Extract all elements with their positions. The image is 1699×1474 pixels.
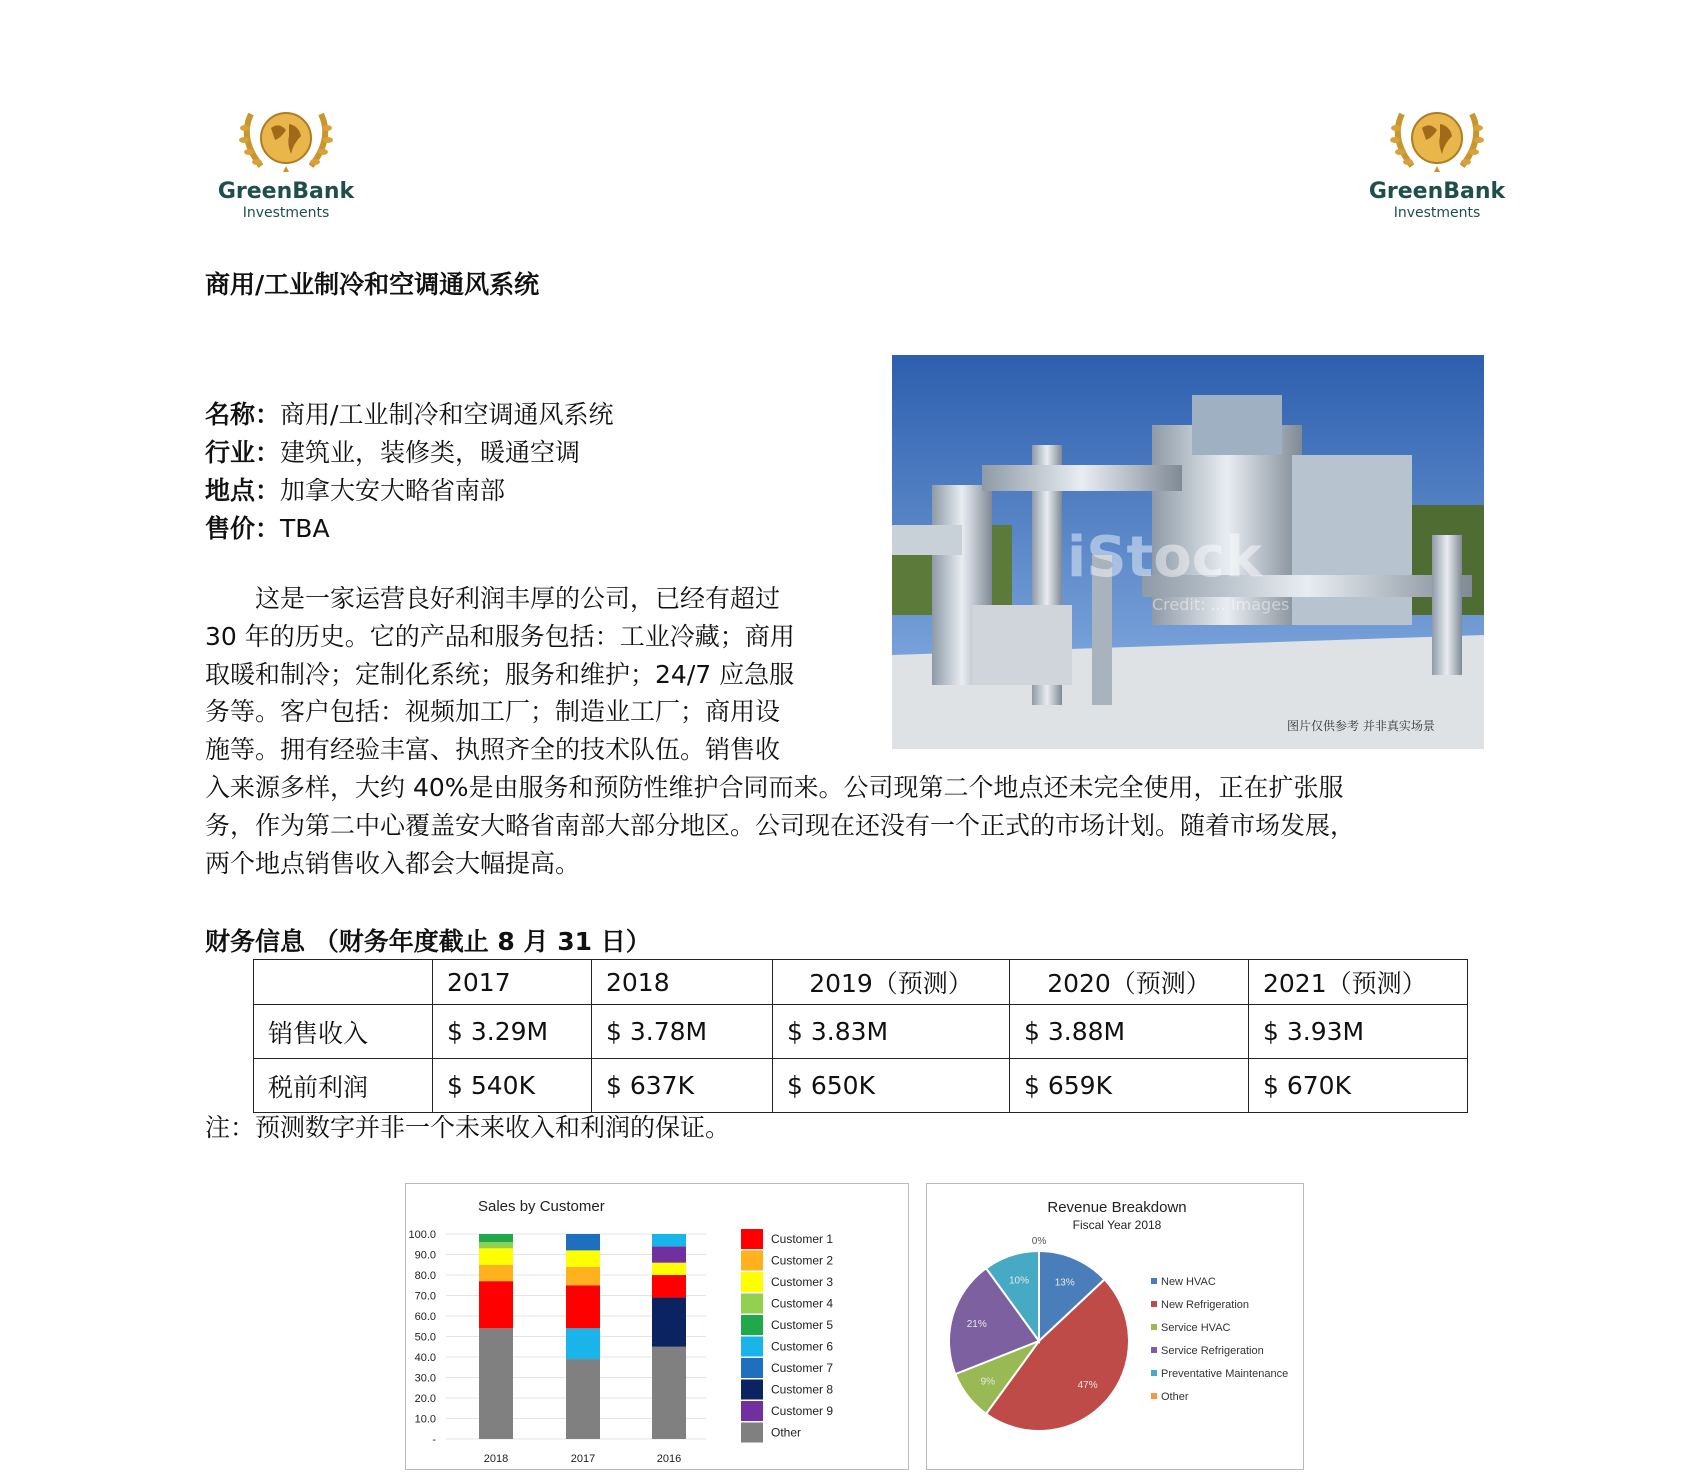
table-header-cell: 2019（预测） [773,960,1010,1005]
legend-label: Customer 7 [771,1361,834,1375]
legend-label: Customer 8 [771,1382,834,1397]
bar-segment [479,1265,513,1281]
table-cell: $ 3.29M [433,1005,592,1059]
legend-label: Customer 1 [771,1232,834,1246]
table-cell: $ 637K [592,1059,773,1113]
logo-right [1367,104,1507,222]
description-line: 30 年的历史。它的产品和服务包括：工业冷藏；商用 [205,621,795,651]
sales-by-customer-chart [405,1183,909,1470]
description-line: 这是一家运营良好利润丰厚的公司，已经有超过 [205,584,781,613]
table-row [254,1059,1468,1113]
legend-swatch [741,1423,763,1443]
chart-subtitle: Fiscal Year 2018 [1072,1218,1162,1232]
legend-label: Customer 4 [771,1296,834,1311]
logo-left [216,104,356,222]
description-line: 两个地点销售收入都会大幅提高。 [205,848,581,878]
row-label: 税前利润 [254,1059,433,1113]
legend-swatch [1151,1301,1157,1307]
bar-segment [652,1234,686,1246]
y-tick-label: 90.0 [414,1249,436,1262]
globe-laurel-icon [231,104,341,176]
chart-title: Sales by Customer [478,1198,605,1215]
legend-swatch [741,1380,763,1400]
description-line: 入来源多样，大约 40%是由服务和预防性维护合同而来。公司现第二个地点还未完全使用，正在扩张服 [205,772,1344,802]
bar-segment [566,1285,600,1328]
table-cell: $ 3.83M [773,1005,1010,1059]
y-tick-label: 100.0 [408,1229,436,1241]
legend-label: New Refrigeration [1161,1299,1250,1311]
x-tick-label: 2016 [656,1453,682,1465]
legend-swatch [741,1358,763,1378]
legend-label: New HVAC [1161,1276,1216,1288]
info-price-row: 售价：TBA [205,514,330,543]
revenue-breakdown-chart [926,1183,1304,1470]
legend-label: Customer 6 [771,1339,834,1354]
table-cell: $ 650K [773,1059,1010,1113]
pie-data-label: 9% [980,1376,996,1388]
bar-segment [652,1298,686,1347]
y-tick-label: 50.0 [414,1331,436,1344]
table-row [254,1005,1468,1059]
description-line: 务等。客户包括：视频加工厂；制造业工厂；商用设 [205,697,781,727]
chart-title: Revenue Breakdown [1047,1199,1187,1216]
forecast-note: 注：预测数字并非一个未来收入和利润的保证。 [205,1113,731,1142]
pie-data-label: 10% [1008,1275,1029,1287]
legend-label: Service Refrigeration [1161,1345,1264,1357]
logo-sub: Investments [242,205,330,221]
legend-swatch [741,1229,763,1249]
legend-swatch [1151,1347,1157,1353]
financial-table [253,959,1468,1113]
table-header-cell: 2020（预测） [1010,960,1249,1005]
y-tick-label: 30.0 [414,1372,436,1385]
legend-swatch [741,1315,763,1335]
page-title: 商用/工业制冷和空调通风系统 [205,270,540,299]
table-header-cell: 2021（预测） [1249,960,1468,1005]
pie-data-label: 47% [1077,1379,1098,1391]
financial-title: 财务信息 （财务年度截止 8 月 31 日） [205,927,651,956]
y-tick-label: 40.0 [414,1352,436,1364]
y-tick-label: 20.0 [414,1393,436,1405]
table-cell: $ 659K [1010,1059,1249,1113]
legend-swatch [1151,1393,1157,1399]
x-tick-label: 2018 [483,1453,509,1465]
description-line: 取暖和制冷；定制化系统；服务和维护；24/7 应急服 [205,659,795,689]
y-tick-label: 70.0 [414,1290,436,1303]
table-cell: $ 3.88M [1010,1005,1249,1059]
legend-label: Customer 3 [771,1275,834,1289]
bar-segment [652,1275,686,1298]
legend-label: Other [771,1425,802,1440]
table-cell: $ 540K [433,1059,592,1113]
legend-swatch [741,1401,763,1421]
table-header-cell: 2018 [592,960,773,1005]
bar-segment [479,1281,513,1328]
y-tick-label: 10.0 [414,1413,436,1426]
legend-label: Customer 9 [771,1404,834,1418]
legend-swatch [741,1337,763,1357]
table-header-cell [254,960,433,1005]
bar-segment [566,1250,600,1266]
globe-laurel-icon [1382,104,1492,176]
table-header-row [254,960,1468,1005]
legend-swatch [741,1251,763,1271]
x-tick-label: 2017 [570,1453,596,1465]
table-header-cell: 2017 [433,960,592,1005]
bar-segment [566,1234,600,1250]
bar-segment [566,1267,600,1285]
legend-label: Customer 2 [771,1253,834,1268]
pie-data-label: 13% [1054,1277,1075,1289]
legend-label: Other [1161,1391,1189,1403]
info-industry-row: 行业：建筑业，装修类，暖通空调 [205,438,581,467]
bar-segment [479,1248,513,1264]
bar-segment [652,1347,686,1439]
legend-swatch [741,1294,763,1314]
table-cell: $ 3.93M [1249,1005,1468,1059]
bar-segment [652,1263,686,1275]
description-line: 施等。拥有经验丰富、执照齐全的技术队伍。销售收 [205,735,781,765]
info-name-row: 名称：商用/工业制冷和空调通风系统 [205,400,614,429]
logo-name: GreenBank [1368,179,1506,204]
legend-label: Preventative Maintenance [1161,1368,1289,1380]
y-tick-label: 80.0 [414,1270,436,1282]
legend-swatch [1151,1324,1157,1330]
row-label: 销售收入 [254,1005,433,1059]
y-tick-label: - [432,1434,436,1446]
bar-segment [479,1328,513,1439]
pie-data-label: 0% [1031,1236,1047,1248]
photo-watermark: iStock [1067,525,1263,590]
bar-segment [566,1359,600,1439]
bar-segment [479,1242,513,1248]
hvac-photo [892,355,1484,749]
table-cell: $ 670K [1249,1059,1468,1113]
photo-watermark-sub: Credit: ... Images [1152,595,1290,614]
legend-label: Customer 5 [771,1318,834,1332]
bar-segment [479,1234,513,1242]
legend-swatch [1151,1370,1157,1376]
y-tick-label: 60.0 [414,1311,436,1323]
description-line: 务，作为第二中心覆盖安大略省南部大部分地区。公司现在还没有一个正式的市场计划。随着市场发展， [205,810,1356,840]
pie-data-label: 21% [966,1318,987,1330]
photo-caption: 图片仅供参考 并非真实场景 [1287,719,1435,733]
table-cell: $ 3.78M [592,1005,773,1059]
logo-name: GreenBank [217,179,355,204]
legend-swatch [741,1272,763,1292]
legend-label: Service HVAC [1161,1322,1231,1334]
legend-swatch [1151,1278,1157,1284]
info-location-row: 地点：加拿大安大略省南部 [205,476,506,505]
bar-segment [566,1328,600,1359]
bar-segment [652,1246,686,1262]
logo-sub: Investments [1393,205,1481,221]
